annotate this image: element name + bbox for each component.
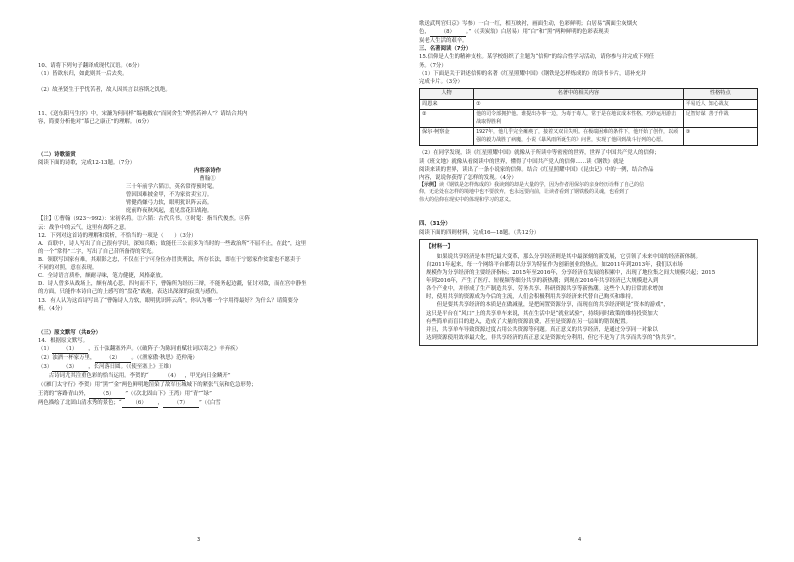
poem-author: 曹翰① bbox=[199, 175, 216, 182]
poem-note-1: 【注】①曹翰（923～992）：宋初名将。②六韬：古代兵书。③时髦：指当代俊杰。④阵 bbox=[38, 216, 250, 223]
page-number: 4 bbox=[578, 536, 582, 543]
q15-task-2: （2）在同学发现，读《红星照耀中国》就像从于所读中等密密的世界，世界了中国共产党人的信仰； bbox=[419, 150, 660, 157]
table-row bbox=[420, 128, 758, 146]
poetry-heading: （二）诗歌鉴赏 bbox=[38, 151, 76, 158]
blank-4[interactable]: （4） bbox=[149, 372, 185, 381]
blank-6[interactable]: （6） bbox=[122, 399, 158, 408]
material-text: 有些简单而盲目的进入，造成了大量的资源浪费，甚至是资源在另一层面的错误配置。 bbox=[426, 318, 631, 325]
q10-sentence-2: （2）故圣贤生于乎忧苦者，故人因其言以容斯之饥绝。 bbox=[38, 87, 171, 94]
q15-task-2-cont: 阅读来读的世界，读出了一条小说家的信仰。结合《红星照耀中国》《昆虫记》中的一例，结合作品 bbox=[419, 166, 654, 173]
dictation-continued-2: 色， （8） 。”（《卖炭翁》白居易）用“白”和“黑”两种鲜明的色彩表现卖 bbox=[419, 28, 758, 37]
poem-note-2: 云：战争中的云气，这里有战阵之意。 bbox=[38, 224, 130, 231]
table-cell: 平易近人 知心战友 bbox=[683, 99, 757, 110]
blank-8[interactable]: （8） bbox=[430, 28, 466, 37]
material-text: 各个产业中，并形成了生产制造共享、劳务共享、科研资源共享等新热潮。这些个人的日常需求增加 bbox=[426, 286, 664, 293]
table-cell: 1927年，他几乎完全瘫痪了，接着又双目失明。在极端困难的条件下，他开始了创作，以顽强的毅力战胜了病魔，小说《暴风雨所诞生的》问世，实现了他回到战斗行列的心愿。 bbox=[474, 128, 684, 146]
material-label: 【材料一】 bbox=[426, 243, 453, 250]
q12-option-b: B．领联写国家有难，其艰影之忠，不仅在于宁可身位亦冒贵刑法，所存长法，即在于宁愿家作贫蒙也不愿卖于 bbox=[38, 256, 301, 263]
table-cell: 足智好谋 善于作战 bbox=[683, 110, 757, 128]
q12-option-a: A．首联中，诗人写出了自己很有学识，深知兵略；故能任三公而多为当时的一些政治所“不屈不止，在此”，这里 bbox=[38, 240, 307, 247]
q15-task-1: （1）下面是关于讲述信仰的名著《红星照耀中国》《钢铁是怎样炼成的》的读书卡片，请补充并 bbox=[419, 70, 647, 77]
material-text: 如果说共享经济是本世纪最大变革，那么分享经济则是其中最深刻的新发展，它引领了未来中国的经济新体制。 bbox=[436, 253, 701, 260]
right-page bbox=[397, 0, 794, 562]
blank-5[interactable]: （5） bbox=[89, 390, 125, 399]
page-number: 3 bbox=[197, 536, 201, 543]
q13-stem: 13．有人认为这首诗写出了“曹翰诗人力软，眼明犹识阵云高”，你认为哪一个字用得最好？为什么？请简要分 bbox=[38, 297, 299, 304]
dictation-continued-1: 歌送武判官归京》岑参）一白一红，相互映衬，画面生动，色彩鲜明；白居易“满面尘灰烟火 bbox=[419, 21, 638, 27]
poem-line: 曾因国难披金甲，不为家贫卖宝刀。 bbox=[126, 192, 213, 199]
q12-option-d: D．诗人曾多从战场上，颇有战心悲，四句而不下，曹翰所为经历三辩，不能务起边疆，征讨对敌，而在宫中静坐 bbox=[38, 281, 307, 288]
poem-line: 臂健尚嫌弓力软，眼明犹识阵云高。 bbox=[126, 200, 213, 207]
table-cell: 他的司令部拥护他。谁提出办事一边，为毒于毒人，常于是在地议成本性格，巧妙运用游击战取得胜利 bbox=[474, 110, 684, 128]
column-header: 名著中的相关内容 bbox=[474, 88, 684, 99]
dictation-heading: （三）原文默写（共8分） bbox=[38, 329, 102, 336]
blank-2[interactable]: （2） bbox=[95, 354, 131, 363]
table-cell: 周恩来 bbox=[420, 99, 474, 110]
q12-option-a-cont: 的一个“常得”二字，写出了自己昔所备得的荣光。 bbox=[38, 248, 157, 255]
q15-task-2-cont: 内容，说说你获得了怎样的发现。（4分） bbox=[419, 174, 517, 181]
material-text: 年到2016年，产生了医疗、短视频等细分共享的新热潮；到现在2016年共享经济已大规模进入到 bbox=[426, 278, 659, 285]
q12-stem: 12．下列对这首诗的理解和赏析，不恰当的一项是（ ）（3分） bbox=[38, 232, 197, 239]
q15-intro-cont: 务。（7分） bbox=[419, 62, 447, 69]
q10-sentence-1: （1）皆欲东归，如此则其一后去矣。 bbox=[38, 71, 128, 78]
poetry-intro: 阅读下面的诗歌，完成12-13题。（7分） bbox=[38, 159, 136, 166]
q11-line-1: 11、《送东阳马生序》中，宋濂为何同样“缊袍敝衣”而同舍生“烨然若神人”？请结合其内 bbox=[38, 111, 248, 118]
q12-option-b-cont: 不同的对照，意在表现。 bbox=[38, 265, 98, 272]
dictation-item-2: （2）浊酒一杯家万里， （2） 。（《渔家傲·秋思》范仲淹） bbox=[38, 354, 377, 363]
material-box bbox=[419, 239, 758, 346]
dictation-continued-3: 炭老人生活的艰辛。 bbox=[419, 38, 468, 45]
poem-line: 庭前昨夜秋风起，羞见盘花旧战袍。 bbox=[126, 208, 213, 215]
q14-stem: 14．根据原文默写。 bbox=[38, 337, 88, 344]
dictation-item-3: （3） （3） ，长河落日圆。（《使至塞上》王维） bbox=[38, 363, 377, 372]
poem-line: 三十年前学六韬②，英名常得预时髦。 bbox=[126, 183, 218, 190]
q13-stem-cont: 析。（4分） bbox=[38, 305, 66, 312]
q10-title: 10、请将下列句子翻译成现代汉语。（6分） bbox=[38, 63, 143, 69]
example-answer-cont: 仰，无论处在怎样的境地中也不要放弃，也永远要向前，让读者看到了钢铁般的灵魂，也看到了 bbox=[419, 189, 630, 196]
q11-line-2: 容，简要分析他对“慕已之康正”的理解。（6分） bbox=[38, 119, 153, 126]
q12-option-d-cont: 的方面，只能作本诗自己的上感写的“盘花”战袍，表达出深深的寂寞与感伤。 bbox=[38, 289, 222, 296]
dictation-passage-2: （《雁门太守行》李贺）用“黑”“金”两色鲜明地渲染了敌军压城城下的紧张气氛和危急形势； bbox=[38, 382, 257, 389]
material-text: 规模作为分享经济的主要经济指标；2015年至2016年，分享经济在发展的积累中，出现了地位集之间大规模兴起；2015 bbox=[426, 269, 716, 276]
table-cell: 保尔·柯察金 bbox=[420, 128, 474, 146]
example-answer: 【示例】读《钢铁是怎样炼成的》我读到的却是大量的学，因为作者用保尔的亲身经历诠释了自己的信 bbox=[419, 181, 645, 188]
q12-option-c: C．全诗语言质朴，颇耐寻味，笔力健捷，风格豪放。 bbox=[38, 273, 167, 280]
material-text: 达到资源使用效率最大化，非共享经济的真正意义是资源充分利用，但它不是为了共享而共享的“伪共享”。 bbox=[426, 334, 680, 341]
table-row bbox=[420, 110, 758, 128]
material-text: 时，使用共享的资源成为今后的主流，人们会积极利用共享经济来代替自己购买和维持。 bbox=[426, 294, 637, 301]
q15-task-1-cont: 完成卡片。（3分） bbox=[419, 78, 463, 85]
q15-intro: 15.信仰是人生的精神支柱。某学校组织了主题为“信仰”的综合性学习活动，请你参与并完成下列任 bbox=[419, 54, 655, 61]
material-text: 自2011年起来，每一个网络平台都将以分享为特征作为创新创业的热点。如2011年到2013年，我们以市场 bbox=[426, 261, 683, 268]
dictation-passage: 古诗词尤其注重色彩的恰当运用。李贺的“ （4） ，甲光向日金鳞开” bbox=[38, 372, 377, 381]
example-answer-cont: 伟大的信仰在现实中的体现和学习的意义。 bbox=[419, 196, 515, 203]
material-text: 并且，共享单车导致资源过度占用公共资源等问题。真正意义的共享经济，是通过分享同一对象以 bbox=[426, 326, 658, 333]
dictation-passage-3: 王湾的“客路青山外， （5） ”（《次北固山下》王湾）用“青”“绿” bbox=[38, 390, 377, 399]
reading-card-table bbox=[419, 88, 758, 147]
blank-1[interactable]: （1） bbox=[52, 345, 88, 354]
table-cell[interactable]: ① bbox=[474, 99, 684, 110]
q15-task-2-cont: 读《班文地》就像从看阅读中的世界，懂得了中国共产党人的信仰……读《钢铁》就是 bbox=[419, 158, 624, 165]
reading-heading: 三、名著阅读（7分） bbox=[419, 46, 472, 53]
blank-3[interactable]: （3） bbox=[52, 363, 88, 372]
table-cell[interactable]: ③ bbox=[683, 128, 757, 146]
table-cell[interactable]: ② bbox=[420, 110, 474, 128]
dictation-item-1: （1） （1） ，五十弦翻塞外声。（《破阵子·为陈同甫赋壮词以寄之》辛弃疾） bbox=[38, 345, 377, 354]
material-text: 但是要其共享经济的本质是在做减量，是把闲置资源分享，而现在的共享经济则是“资本的游戏”， bbox=[436, 302, 669, 309]
poem-title: 内容亲诗作 bbox=[194, 167, 221, 174]
column-header: 性格特点 bbox=[683, 88, 757, 99]
dictation-passage-4: 两色描绘了北固山清水秀的景色；“ （6） ， （7） ”（《白雪 bbox=[38, 399, 377, 408]
blank-7[interactable]: （7） bbox=[163, 399, 199, 408]
table-row bbox=[420, 99, 758, 110]
table-header-row bbox=[420, 88, 758, 99]
material-text: 这只是平台在“风口”上的共享单车来说，其在生活中是“就业试验”，持续同时政策的维持投资加大 bbox=[426, 310, 659, 317]
section-4-intro: 阅读下面的四则材料，完成16—18题。（共12分） bbox=[419, 229, 540, 236]
column-header: 人物 bbox=[420, 88, 474, 99]
section-4-heading: 四、（31分） bbox=[419, 221, 451, 228]
